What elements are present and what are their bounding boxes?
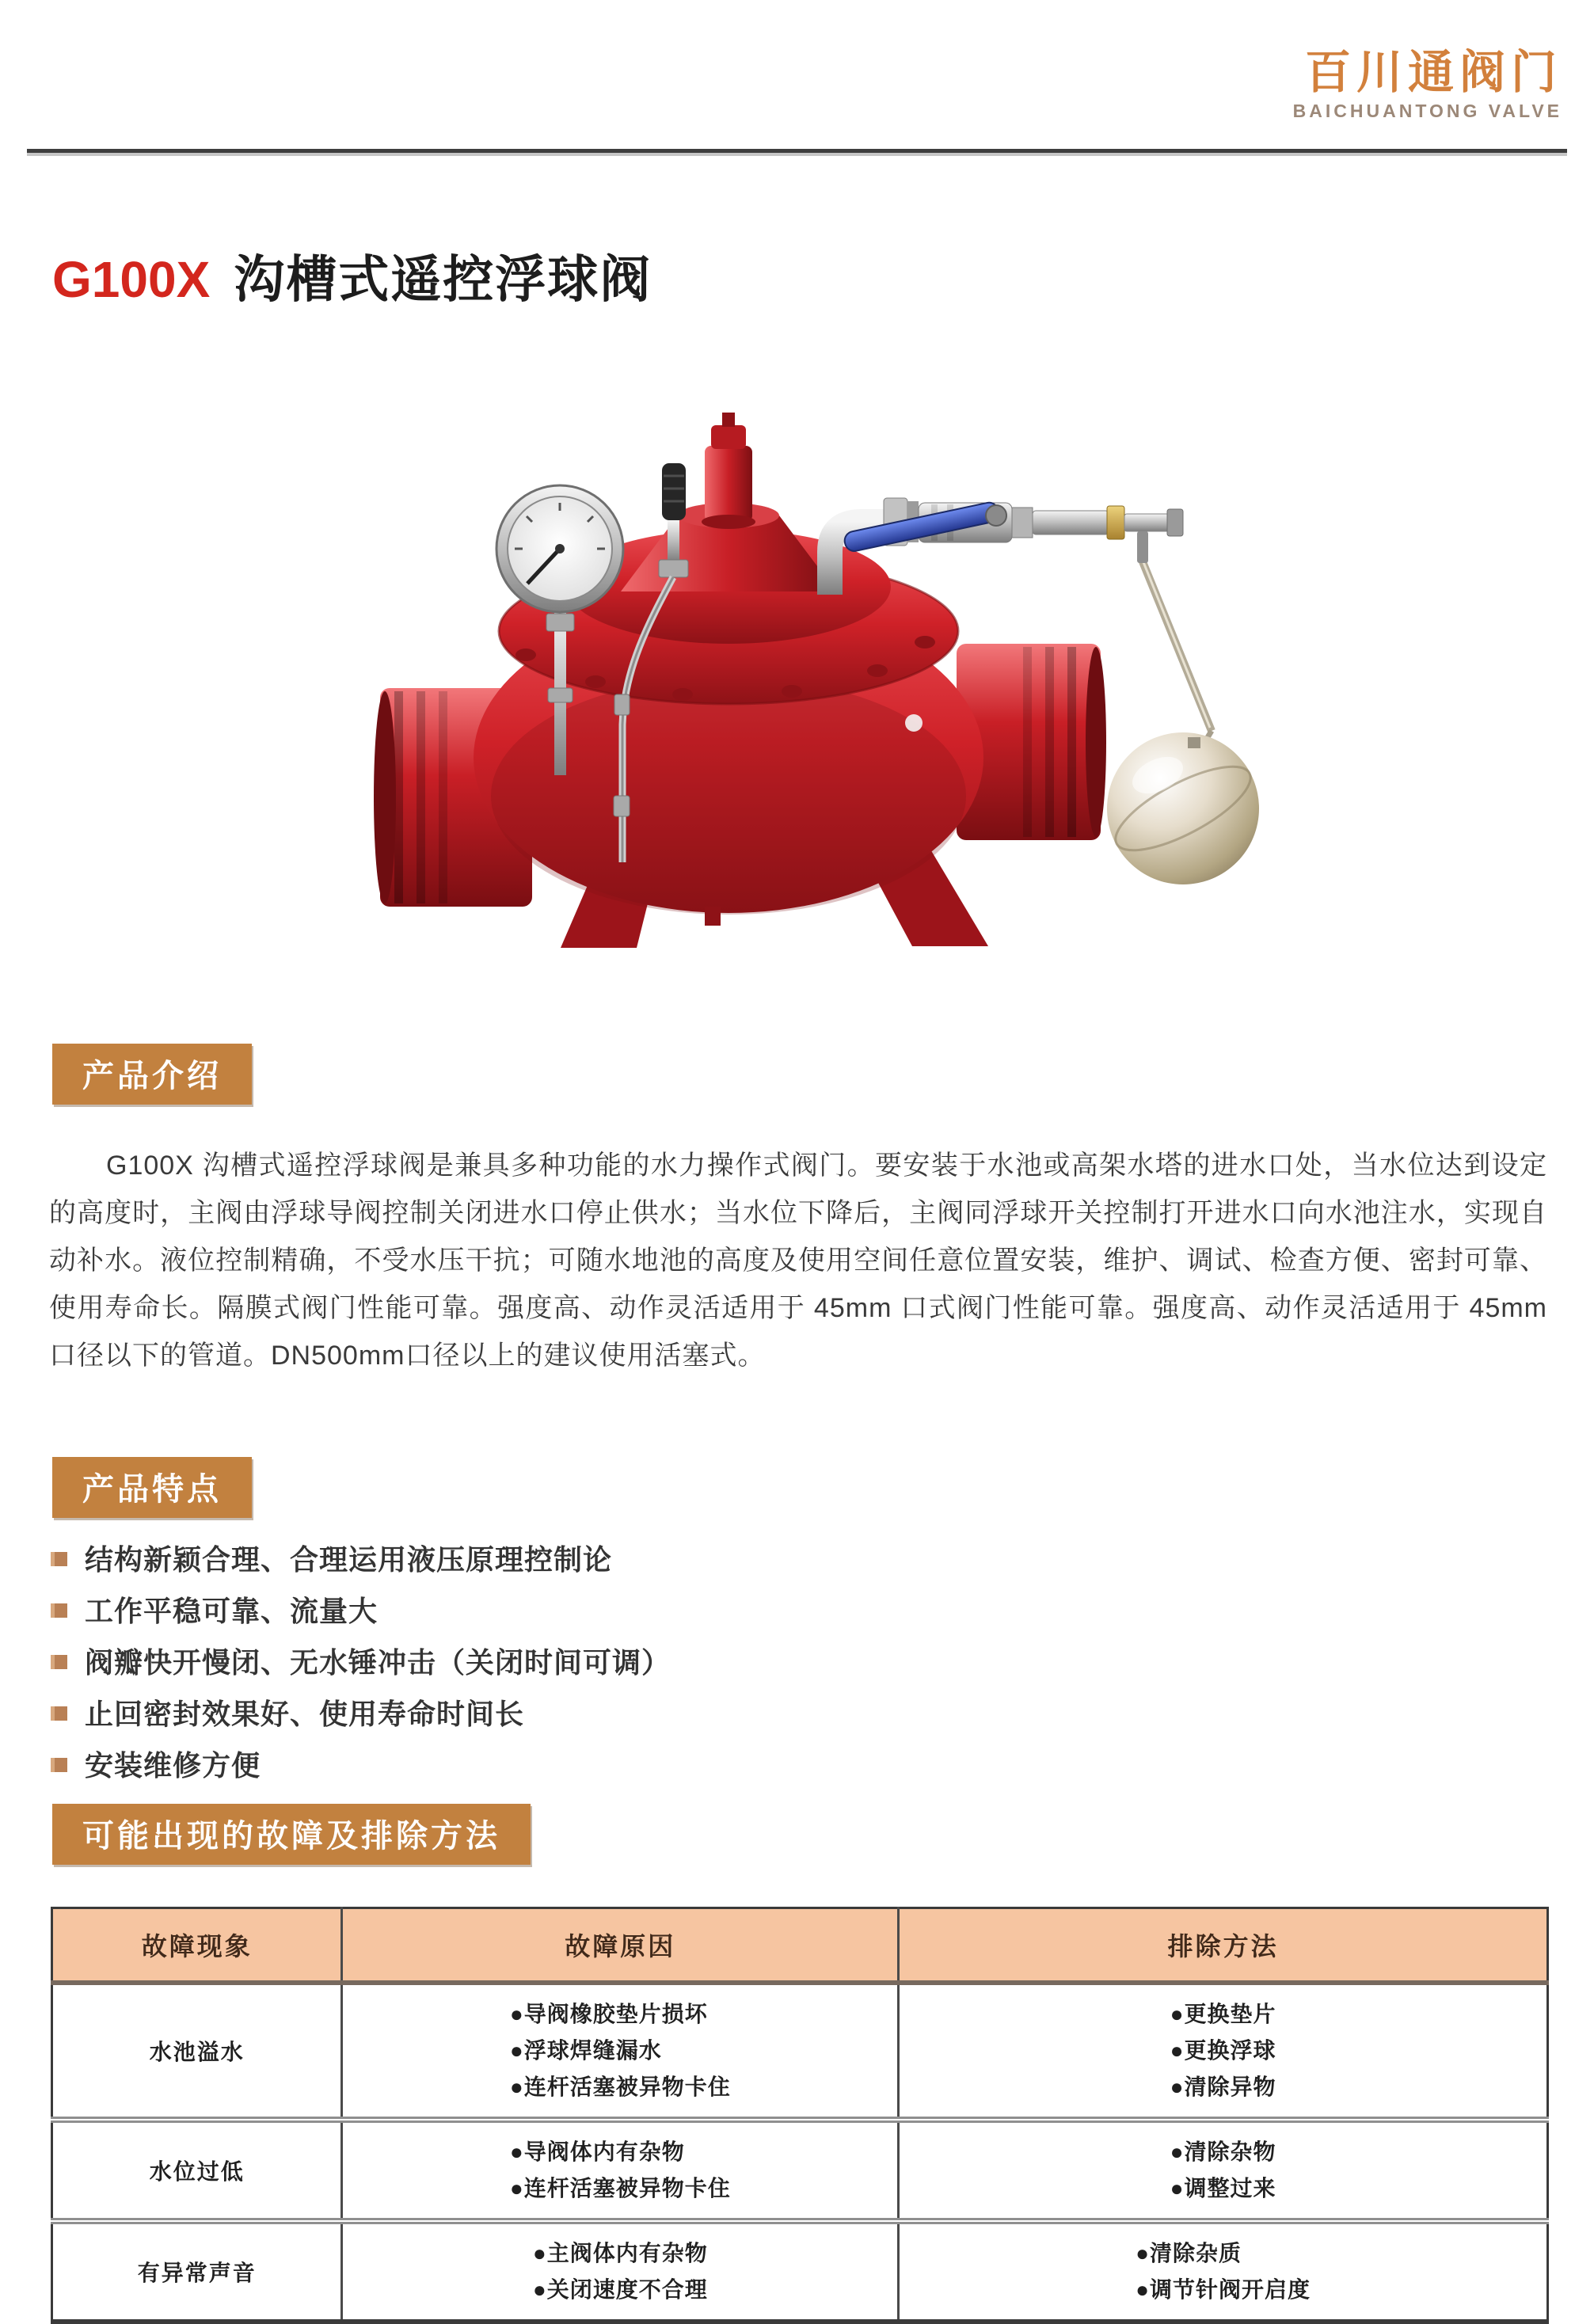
square-bullet-icon [51, 1706, 67, 1721]
product-model: G100X [52, 250, 211, 308]
cause-line: ●浮球焊缝漏水 [509, 2038, 662, 2063]
valve-illustration [358, 352, 1269, 954]
fault-causes [342, 1983, 899, 2120]
brand-logo-cn: 百川通阀门 [1304, 47, 1562, 98]
col-header-cause: 故障原因 [342, 1908, 899, 1984]
fault-phenomenon: 水池溢水 [149, 2040, 245, 2064]
fault-table-container [51, 1907, 1549, 2324]
feature-list [51, 1544, 1159, 1801]
method-line: ●清除杂质 [1136, 2241, 1242, 2265]
product-image [358, 352, 1269, 954]
col-header-method: 排除方法 [899, 1908, 1548, 1984]
cause-line: ●主阀体内有杂物 [532, 2241, 708, 2265]
method-line: ●清除异物 [1170, 2075, 1276, 2099]
square-bullet-icon [51, 1758, 67, 1772]
brand-logo [1293, 49, 1562, 122]
float-ball [1105, 732, 1261, 884]
page-title [52, 249, 652, 310]
section-heading-faults: 可能出现的故障及排除方法 [52, 1804, 531, 1865]
fault-methods [899, 2120, 1548, 2221]
method-line: ●更换浮球 [1170, 2038, 1276, 2063]
table-row [52, 2120, 1548, 2221]
feature-item [51, 1647, 1159, 1679]
section-heading-intro: 产品介绍 [52, 1044, 252, 1105]
fault-table-header-row [52, 1908, 1548, 1984]
intro-paragraph: G100X 沟槽式遥控浮球阀是兼具多种功能的水力操作式阀门。要安装于水池或高架水塔的进水口处，当水位达到设定的高度时，主阀由浮球导阀控制关闭进水口停止供水；当水位下降后，主阀同浮球开关控制打开进水口向水池注水，实现自动补水。液位控制精确，不受水压干抗；可随水地池的高度及使用空间任意位置安装，维护、调试、检查方便、密封可靠、使用寿命长。隔膜式阀门性能可靠。强度高、动作灵活适用于 45mm 口式阀门性能可靠。强度高、动作灵活适用于 45mm口径以下的管道。DN500mm口径以上的建议使用活塞式。 [49, 1151, 1547, 1371]
square-bullet-icon [51, 1655, 67, 1669]
feature-text: 止回密封效果好、使用寿命时间长 [85, 1698, 525, 1730]
fault-causes [342, 2221, 899, 2322]
fault-phenomenon: 有异常声音 [52, 2221, 342, 2322]
feature-text: 结构新颖合理、合理运用液压原理控制论 [85, 1543, 613, 1576]
table-row [52, 1983, 1548, 2120]
cause-line: ●导阀体内有杂物 [509, 2140, 685, 2164]
method-line: ●调整过来 [1170, 2176, 1276, 2200]
table-row [52, 2221, 1548, 2322]
square-bullet-icon [51, 1552, 67, 1566]
col-header-phenomenon: 故障现象 [52, 1908, 342, 1984]
float-arm [1142, 558, 1212, 755]
feature-text: 安装维修方便 [85, 1749, 261, 1782]
cause-line: ●连杆活塞被异物卡住 [509, 2176, 731, 2200]
feature-item [51, 1596, 1159, 1627]
feature-item [51, 1544, 1159, 1576]
section-heading-features: 产品特点 [52, 1457, 252, 1518]
square-bullet-icon [51, 1603, 67, 1618]
feature-item [51, 1698, 1159, 1730]
cause-line: ●关闭速度不合理 [532, 2277, 708, 2302]
feature-text: 阀瓣快开慢闭、无水锤冲击（关闭时间可调） [85, 1646, 671, 1679]
fault-methods [899, 2221, 1548, 2322]
feature-text: 工作平稳可靠、流量大 [85, 1595, 379, 1627]
brand-logo-en: BAICHUANTONG VALVE [1292, 100, 1562, 121]
method-line: ●调节针阀开启度 [1136, 2277, 1311, 2302]
method-line: ●更换垫片 [1170, 2002, 1276, 2026]
product-name: 沟槽式遥控浮球阀 [234, 250, 652, 308]
cause-line: ●导阀橡胶垫片损坏 [509, 2002, 708, 2026]
header-divider [27, 149, 1567, 153]
feature-item [51, 1750, 1159, 1782]
fault-phenomenon: 水位过低 [52, 2120, 342, 2221]
fault-causes [342, 2120, 899, 2221]
method-line: ●清除杂物 [1170, 2140, 1276, 2164]
cause-line: ●连杆活塞被异物卡住 [509, 2075, 731, 2099]
fault-table [51, 1907, 1549, 2324]
fault-methods [899, 1983, 1548, 2120]
